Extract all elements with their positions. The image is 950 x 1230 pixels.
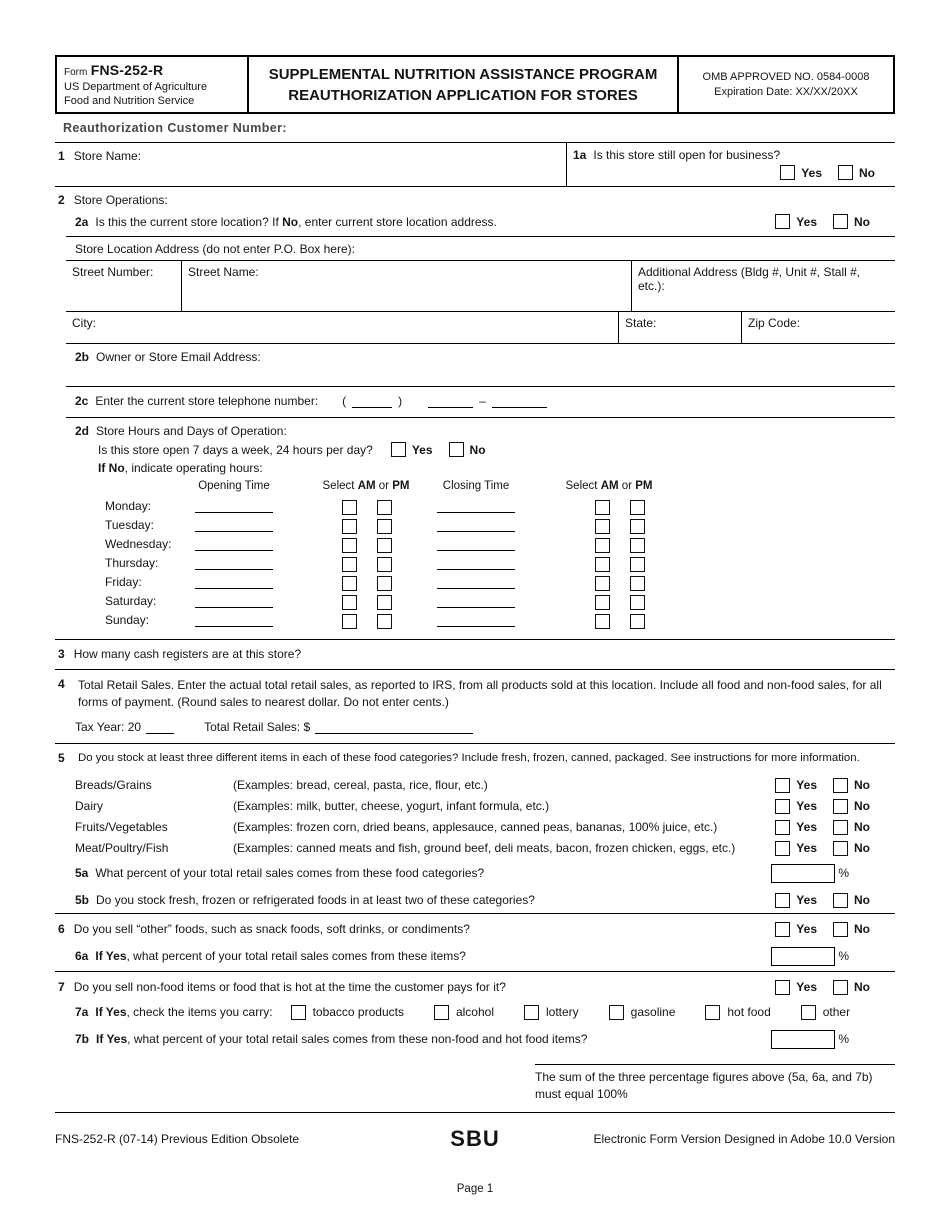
if-no-rest: , indicate operating hours: bbox=[124, 461, 263, 476]
divider bbox=[66, 236, 895, 237]
select-word: Select bbox=[565, 480, 598, 493]
q1a-yes-checkbox[interactable] bbox=[780, 165, 795, 180]
q6-number: 6 bbox=[58, 922, 65, 937]
q5a-percent-input[interactable] bbox=[771, 864, 835, 883]
q2d-yes-no-group bbox=[391, 442, 486, 457]
email-field[interactable] bbox=[75, 344, 895, 386]
hours-row-wednesday bbox=[55, 536, 895, 555]
friday-closing-pm-checkbox[interactable] bbox=[630, 576, 645, 591]
category-examples: (Examples: frozen corn, dried beans, applesauce, canned peas, bananas, 100% juice, etc.) bbox=[233, 820, 718, 835]
no-label: No bbox=[854, 922, 870, 937]
q5a-row bbox=[75, 859, 895, 888]
no-label: No bbox=[469, 442, 486, 457]
tax-year-label: Tax Year: 20 bbox=[75, 719, 142, 734]
saturday-closing-pm-checkbox[interactable] bbox=[630, 595, 645, 610]
select-word: Select bbox=[322, 480, 355, 493]
friday-opening-am-checkbox[interactable] bbox=[342, 576, 357, 591]
q3-number: 3 bbox=[58, 647, 65, 662]
state-label: State: bbox=[625, 316, 657, 331]
breads-grains-no-checkbox[interactable] bbox=[833, 778, 848, 793]
sbu-marking: SBU bbox=[450, 1126, 500, 1152]
store-name-field[interactable] bbox=[55, 143, 566, 186]
category-examples: (Examples: milk, butter, cheese, yogurt, infant formula, etc.) bbox=[233, 799, 550, 814]
saturday-opening-time-field[interactable] bbox=[195, 607, 273, 608]
page-number: Page 1 bbox=[456, 1183, 494, 1195]
operating-hours-table bbox=[55, 480, 895, 631]
q2a-number: 2a bbox=[75, 214, 89, 229]
form-number: FNS-252-R bbox=[90, 62, 164, 78]
wednesday-closing-time-field[interactable] bbox=[437, 550, 515, 551]
q5b-no-checkbox[interactable] bbox=[833, 893, 848, 908]
no-label: No bbox=[854, 778, 870, 793]
dairy-no-checkbox[interactable] bbox=[833, 799, 848, 814]
q5a-percent-group bbox=[771, 864, 849, 883]
fruits-vegetables-yes-no-group bbox=[775, 820, 870, 835]
other-checkbox[interactable] bbox=[801, 1005, 816, 1020]
tuesday-closing-am-checkbox[interactable] bbox=[595, 519, 610, 534]
q1a-text: Is this store still open for business? bbox=[593, 148, 781, 163]
state-field[interactable] bbox=[618, 312, 741, 343]
q5a-text: What percent of your total retail sales comes from these food categories? bbox=[95, 866, 485, 881]
friday-opening-pm-checkbox[interactable] bbox=[377, 576, 392, 591]
if-no-bold: If No bbox=[98, 461, 125, 476]
sunday-closing-pm-checkbox[interactable] bbox=[630, 614, 645, 629]
q2-number: 2 bbox=[58, 193, 65, 208]
form-id-block bbox=[57, 57, 249, 112]
additional-address-label: Additional Address (Bldg #, Unit #, Stall #, etc.): bbox=[638, 265, 861, 294]
q2b-number: 2b bbox=[75, 350, 90, 365]
no-label: No bbox=[854, 214, 870, 229]
monday-label: Monday: bbox=[105, 499, 152, 514]
hours-row-friday bbox=[55, 574, 895, 593]
monday-closing-pm-checkbox[interactable] bbox=[630, 500, 645, 515]
category-name: Dairy bbox=[75, 799, 104, 814]
saturday-label: Saturday: bbox=[105, 594, 157, 609]
fruits-vegetables-yes-checkbox[interactable] bbox=[775, 820, 790, 835]
or-word: or bbox=[621, 480, 633, 493]
q6-row bbox=[55, 914, 895, 942]
city-field[interactable] bbox=[66, 312, 618, 343]
no-label: No bbox=[854, 980, 870, 995]
omb-number: OMB APPROVED NO. 0584-0008 bbox=[702, 70, 870, 83]
form-word: Form bbox=[64, 67, 88, 78]
item-other bbox=[801, 1005, 850, 1020]
q2d-yes-checkbox[interactable] bbox=[391, 442, 406, 457]
no-label: No bbox=[854, 893, 870, 908]
q6a-percent-input[interactable] bbox=[771, 947, 835, 966]
friday-label: Friday: bbox=[105, 575, 142, 590]
category-name: Meat/Poultry/Fish bbox=[75, 841, 169, 856]
yes-label: Yes bbox=[796, 980, 817, 995]
agency-line1: US Department of Agriculture bbox=[64, 80, 208, 93]
agency-line2: Food and Nutrition Service bbox=[64, 94, 195, 107]
q2b-label: Owner or Store Email Address: bbox=[96, 350, 261, 365]
reauth-customer-number-label: Reauthorization Customer Number: bbox=[63, 121, 287, 136]
breads-grains-yes-no-group bbox=[775, 778, 870, 793]
q2d-question: Is this store open 7 days a week, 24 hours per day? bbox=[98, 442, 373, 457]
q6a-text-rest: , what percent of your total retail sales comes from these items? bbox=[126, 949, 466, 964]
yes-label: Yes bbox=[796, 214, 817, 229]
category-name: Breads/Grains bbox=[75, 778, 152, 793]
q4-tax-line bbox=[75, 713, 895, 743]
q7-yes-checkbox[interactable] bbox=[775, 980, 790, 995]
item-hot-food bbox=[705, 1005, 770, 1020]
friday-closing-time-field[interactable] bbox=[437, 588, 515, 589]
store-name-label: Store Name: bbox=[73, 149, 142, 164]
tuesday-opening-pm-checkbox[interactable] bbox=[377, 519, 392, 534]
footer-edition-text: FNS-252-R (07-14) Previous Edition Obsolete bbox=[55, 1132, 300, 1147]
sunday-opening-pm-checkbox[interactable] bbox=[377, 614, 392, 629]
meat-poultry-fish-no-checkbox[interactable] bbox=[833, 841, 848, 856]
q7b-row bbox=[75, 1025, 895, 1054]
q2a-row bbox=[75, 211, 895, 236]
q3-text: How many cash registers are at this store? bbox=[73, 647, 302, 662]
hours-row-monday bbox=[55, 498, 895, 517]
hours-row-thursday bbox=[55, 555, 895, 574]
form-title bbox=[249, 57, 679, 112]
yes-label: Yes bbox=[796, 841, 817, 856]
tuesday-opening-am-checkbox[interactable] bbox=[342, 519, 357, 534]
category-row-meat-poultry-fish bbox=[75, 838, 895, 859]
alcohol-checkbox[interactable] bbox=[434, 1005, 449, 1020]
tuesday-label: Tuesday: bbox=[105, 518, 154, 533]
q7-row bbox=[55, 972, 895, 1000]
category-row-breads-grains bbox=[75, 775, 895, 796]
q7a-row bbox=[75, 1000, 895, 1025]
street-name-label: Street Name: bbox=[188, 265, 259, 280]
yes-label: Yes bbox=[801, 165, 822, 180]
sunday-closing-am-checkbox[interactable] bbox=[595, 614, 610, 629]
q2a-yes-checkbox[interactable] bbox=[775, 214, 790, 229]
pm-word: PM bbox=[635, 480, 653, 493]
q5b-row bbox=[75, 888, 895, 913]
category-row-fruits-vegetables bbox=[75, 817, 895, 838]
no-label: No bbox=[854, 799, 870, 814]
yes-label: Yes bbox=[411, 442, 433, 457]
q7-number: 7 bbox=[58, 980, 65, 995]
zip-code-field[interactable] bbox=[741, 312, 895, 343]
percent-sum-note: The sum of the three percentage figures above (5a, 6a, and 7b) must equal 100% bbox=[535, 1069, 873, 1101]
monday-closing-am-checkbox[interactable] bbox=[595, 500, 610, 515]
q7a-text-rest: , check the items you carry: bbox=[126, 1005, 273, 1020]
q1a-cell bbox=[566, 143, 895, 186]
phone-line-field[interactable] bbox=[492, 394, 547, 408]
address-row-2 bbox=[66, 311, 895, 343]
category-name: Fruits/Vegetables bbox=[75, 820, 168, 835]
q2c-label: Enter the current store telephone number: bbox=[95, 394, 319, 409]
fruits-vegetables-no-checkbox[interactable] bbox=[833, 820, 848, 835]
address-block-title: Store Location Address (do not enter P.O. Box here): bbox=[75, 242, 355, 257]
q2-title: Store Operations: bbox=[73, 193, 168, 208]
other-label: other bbox=[822, 1005, 851, 1020]
q5a-number: 5a bbox=[75, 866, 89, 881]
select-am-pm-header-2 bbox=[543, 480, 675, 492]
total-retail-sales-field[interactable] bbox=[315, 720, 473, 734]
thursday-closing-pm-checkbox[interactable] bbox=[630, 557, 645, 572]
tobacco-products-checkbox[interactable] bbox=[291, 1005, 306, 1020]
yes-label: Yes bbox=[796, 778, 817, 793]
form-number-line bbox=[64, 61, 240, 80]
q7-yes-no-group bbox=[775, 980, 870, 995]
phone-prefix-field[interactable] bbox=[428, 394, 473, 408]
city-label: City: bbox=[72, 316, 96, 331]
saturday-opening-pm-checkbox[interactable] bbox=[377, 595, 392, 610]
monday-closing-time-field[interactable] bbox=[437, 512, 515, 513]
dairy-yes-no-group bbox=[775, 799, 870, 814]
fns-252r-form bbox=[55, 55, 895, 1152]
closing-time-header: Closing Time bbox=[442, 480, 510, 493]
percent-sign: % bbox=[838, 949, 849, 964]
divider bbox=[55, 1112, 895, 1113]
or-word: or bbox=[378, 480, 390, 493]
q2d-no-checkbox[interactable] bbox=[449, 442, 464, 457]
q6a-number: 6a bbox=[75, 949, 89, 964]
hours-row-sunday bbox=[55, 612, 895, 631]
yes-label: Yes bbox=[796, 799, 817, 814]
thursday-opening-time-field[interactable] bbox=[195, 569, 273, 570]
sunday-opening-am-checkbox[interactable] bbox=[342, 614, 357, 629]
q2c-row bbox=[75, 387, 895, 417]
percent-sign: % bbox=[838, 1032, 849, 1047]
tuesday-closing-time-field[interactable] bbox=[437, 531, 515, 532]
meat-poultry-fish-yes-no-group bbox=[775, 841, 870, 856]
dairy-yes-checkbox[interactable] bbox=[775, 799, 790, 814]
q1-number: 1 bbox=[58, 149, 65, 164]
q2a-no-bold: No bbox=[282, 214, 299, 229]
q5b-number: 5b bbox=[75, 893, 90, 908]
sunday-closing-time-field[interactable] bbox=[437, 626, 515, 627]
q4-row bbox=[55, 670, 895, 713]
if-yes-bold: If Yes bbox=[95, 949, 127, 964]
category-examples: (Examples: canned meats and fish, ground beef, deli meats, bacon, frozen chicken, eggs, etc.) bbox=[233, 841, 736, 856]
item-lottery bbox=[524, 1005, 579, 1020]
hot-food-checkbox[interactable] bbox=[705, 1005, 720, 1020]
q6a-text bbox=[95, 949, 466, 963]
q7b-percent-input[interactable] bbox=[771, 1030, 835, 1049]
q2d-question-row bbox=[98, 440, 895, 459]
q3-row[interactable] bbox=[55, 640, 895, 669]
category-examples: (Examples: bread, cereal, pasta, rice, flour, etc.) bbox=[233, 778, 488, 793]
q6-yes-checkbox[interactable] bbox=[775, 922, 790, 937]
hours-row-tuesday bbox=[55, 517, 895, 536]
q7b-text-rest: , what percent of your total retail sales comes from these non-food and hot food items? bbox=[127, 1032, 588, 1047]
q1a-no-checkbox[interactable] bbox=[838, 165, 853, 180]
hours-row-saturday bbox=[55, 593, 895, 612]
q5b-yes-checkbox[interactable] bbox=[775, 893, 790, 908]
footer-version-text: Electronic Form Version Designed in Adobe 10.0 Version bbox=[593, 1132, 896, 1147]
wednesday-opening-pm-checkbox[interactable] bbox=[377, 538, 392, 553]
zip-code-label: Zip Code: bbox=[748, 316, 801, 331]
friday-closing-am-checkbox[interactable] bbox=[595, 576, 610, 591]
divider bbox=[535, 1064, 895, 1065]
q1a-question bbox=[573, 148, 887, 162]
q5-row bbox=[55, 744, 895, 769]
street-number-label: Street Number: bbox=[72, 265, 154, 280]
q7a-text bbox=[95, 1005, 272, 1019]
friday-opening-time-field[interactable] bbox=[195, 588, 273, 589]
wednesday-closing-pm-checkbox[interactable] bbox=[630, 538, 645, 553]
lottery-label: lottery bbox=[545, 1005, 579, 1020]
thursday-opening-am-checkbox[interactable] bbox=[342, 557, 357, 572]
address-row-1 bbox=[66, 260, 895, 311]
q7b-number: 7b bbox=[75, 1032, 90, 1047]
saturday-closing-time-field[interactable] bbox=[437, 607, 515, 608]
q2a-text-post: , enter current store location address. bbox=[298, 214, 497, 229]
q2d-ifno-row bbox=[98, 459, 895, 477]
if-yes-bold: If Yes bbox=[96, 1032, 128, 1047]
lottery-checkbox[interactable] bbox=[524, 1005, 539, 1020]
street-number-field[interactable] bbox=[66, 261, 181, 311]
q7-text: Do you sell non-food items or food that is hot at the time the customer pays for it? bbox=[73, 980, 506, 995]
q2a-text-pre: Is this the current store location? If bbox=[95, 214, 279, 229]
pm-word: PM bbox=[392, 480, 410, 493]
q6a-percent-group bbox=[771, 947, 849, 966]
tax-year-field[interactable] bbox=[146, 720, 174, 734]
q1a-yes-no-group bbox=[780, 165, 875, 180]
tuesday-closing-pm-checkbox[interactable] bbox=[630, 519, 645, 534]
percent-sum-note-block bbox=[535, 1064, 895, 1103]
item-tobacco-products bbox=[291, 1005, 404, 1020]
tuesday-opening-time-field[interactable] bbox=[195, 531, 273, 532]
saturday-closing-am-checkbox[interactable] bbox=[595, 595, 610, 610]
phone-dash: – bbox=[479, 394, 486, 409]
monday-opening-pm-checkbox[interactable] bbox=[377, 500, 392, 515]
category-row-dairy bbox=[75, 796, 895, 817]
q7a-number: 7a bbox=[75, 1005, 89, 1020]
no-label: No bbox=[854, 820, 870, 835]
form-title-line2: REAUTHORIZATION APPLICATION FOR STORES bbox=[288, 86, 638, 104]
sunday-label: Sunday: bbox=[105, 613, 150, 628]
wednesday-opening-am-checkbox[interactable] bbox=[342, 538, 357, 553]
q7-no-checkbox[interactable] bbox=[833, 980, 848, 995]
q5b-text: Do you stock fresh, frozen or refrigerated foods in at least two of these categories? bbox=[96, 893, 535, 908]
item-gasoline bbox=[609, 1005, 676, 1020]
q5b-yes-no-group bbox=[775, 893, 870, 908]
alcohol-label: alcohol bbox=[455, 1005, 494, 1020]
hot-food-label: hot food bbox=[727, 1005, 771, 1020]
no-label: No bbox=[859, 165, 875, 180]
am-word: AM bbox=[357, 480, 376, 493]
phone-open-paren: ( bbox=[342, 394, 347, 409]
q2d-title-row bbox=[75, 418, 895, 440]
q6a-row bbox=[75, 942, 895, 971]
q5-text: Do you stock at least three different items in each of these food categories? Include fresh, frozen, canned, packaged. See instructions for more information. bbox=[78, 751, 860, 764]
saturday-opening-am-checkbox[interactable] bbox=[342, 595, 357, 610]
form-title-line1: SUPPLEMENTAL NUTRITION ASSISTANCE PROGRAM bbox=[268, 65, 658, 83]
q1-row bbox=[55, 142, 895, 187]
select-am-pm-header-1 bbox=[300, 480, 432, 492]
q7b-text bbox=[96, 1032, 587, 1046]
q7b-percent-group bbox=[771, 1030, 849, 1049]
q2a-text bbox=[95, 215, 497, 229]
sunday-opening-time-field[interactable] bbox=[195, 626, 273, 627]
tobacco-products-label: tobacco products bbox=[312, 1005, 404, 1020]
phone-close-paren: ) bbox=[398, 394, 403, 409]
thursday-label: Thursday: bbox=[105, 556, 159, 571]
q6-no-checkbox[interactable] bbox=[833, 922, 848, 937]
thursday-closing-time-field[interactable] bbox=[437, 569, 515, 570]
thursday-opening-pm-checkbox[interactable] bbox=[377, 557, 392, 572]
q1a-yes-no bbox=[573, 165, 887, 180]
q2-title-row bbox=[55, 187, 895, 211]
total-retail-sales-label: Total Retail Sales: $ bbox=[204, 719, 311, 734]
expiration-date: Expiration Date: XX/XX/20XX bbox=[714, 85, 858, 98]
wednesday-closing-am-checkbox[interactable] bbox=[595, 538, 610, 553]
q4-number: 4 bbox=[58, 677, 65, 692]
if-yes-bold: If Yes bbox=[95, 1005, 127, 1020]
no-label: No bbox=[854, 841, 870, 856]
form-header bbox=[55, 55, 895, 114]
monday-opening-am-checkbox[interactable] bbox=[342, 500, 357, 515]
q6-yes-no-group bbox=[775, 922, 870, 937]
q5-number: 5 bbox=[58, 750, 65, 765]
am-word: AM bbox=[600, 480, 619, 493]
omb-block bbox=[679, 57, 893, 112]
q2c-number: 2c bbox=[75, 394, 89, 409]
street-name-field[interactable] bbox=[181, 261, 631, 311]
additional-address-field[interactable] bbox=[631, 261, 895, 311]
store-location-address-block bbox=[66, 238, 895, 343]
gasoline-label: gasoline bbox=[630, 1005, 676, 1020]
wednesday-opening-time-field[interactable] bbox=[195, 550, 273, 551]
percent-sign: % bbox=[838, 866, 849, 881]
q2d-number: 2d bbox=[75, 424, 90, 439]
monday-opening-time-field[interactable] bbox=[195, 512, 273, 513]
gasoline-checkbox[interactable] bbox=[609, 1005, 624, 1020]
meat-poultry-fish-yes-checkbox[interactable] bbox=[775, 841, 790, 856]
thursday-closing-am-checkbox[interactable] bbox=[595, 557, 610, 572]
phone-area-code-field[interactable] bbox=[352, 394, 392, 408]
q1a-number: 1a bbox=[573, 148, 587, 163]
q2a-yes-no-group bbox=[775, 214, 870, 229]
item-alcohol bbox=[434, 1005, 494, 1020]
yes-label: Yes bbox=[796, 893, 817, 908]
q2d-title: Store Hours and Days of Operation: bbox=[96, 424, 287, 439]
q4-text: Total Retail Sales. Enter the actual total retail sales, as reported to IRS, from all products sold at this location. Include all food and non-food sales, for all forms of payment. (Round sales to nearest dollar. Do not enter cents.) bbox=[78, 678, 882, 709]
hours-header-row bbox=[55, 480, 895, 498]
q6-text: Do you sell “other” foods, such as snack foods, soft drinks, or condiments? bbox=[73, 922, 470, 937]
q2a-no-checkbox[interactable] bbox=[833, 214, 848, 229]
form-footer bbox=[55, 1117, 895, 1152]
wednesday-label: Wednesday: bbox=[105, 537, 172, 552]
opening-time-header: Opening Time bbox=[198, 480, 270, 493]
yes-label: Yes bbox=[796, 922, 817, 937]
breads-grains-yes-checkbox[interactable] bbox=[775, 778, 790, 793]
yes-label: Yes bbox=[796, 820, 817, 835]
